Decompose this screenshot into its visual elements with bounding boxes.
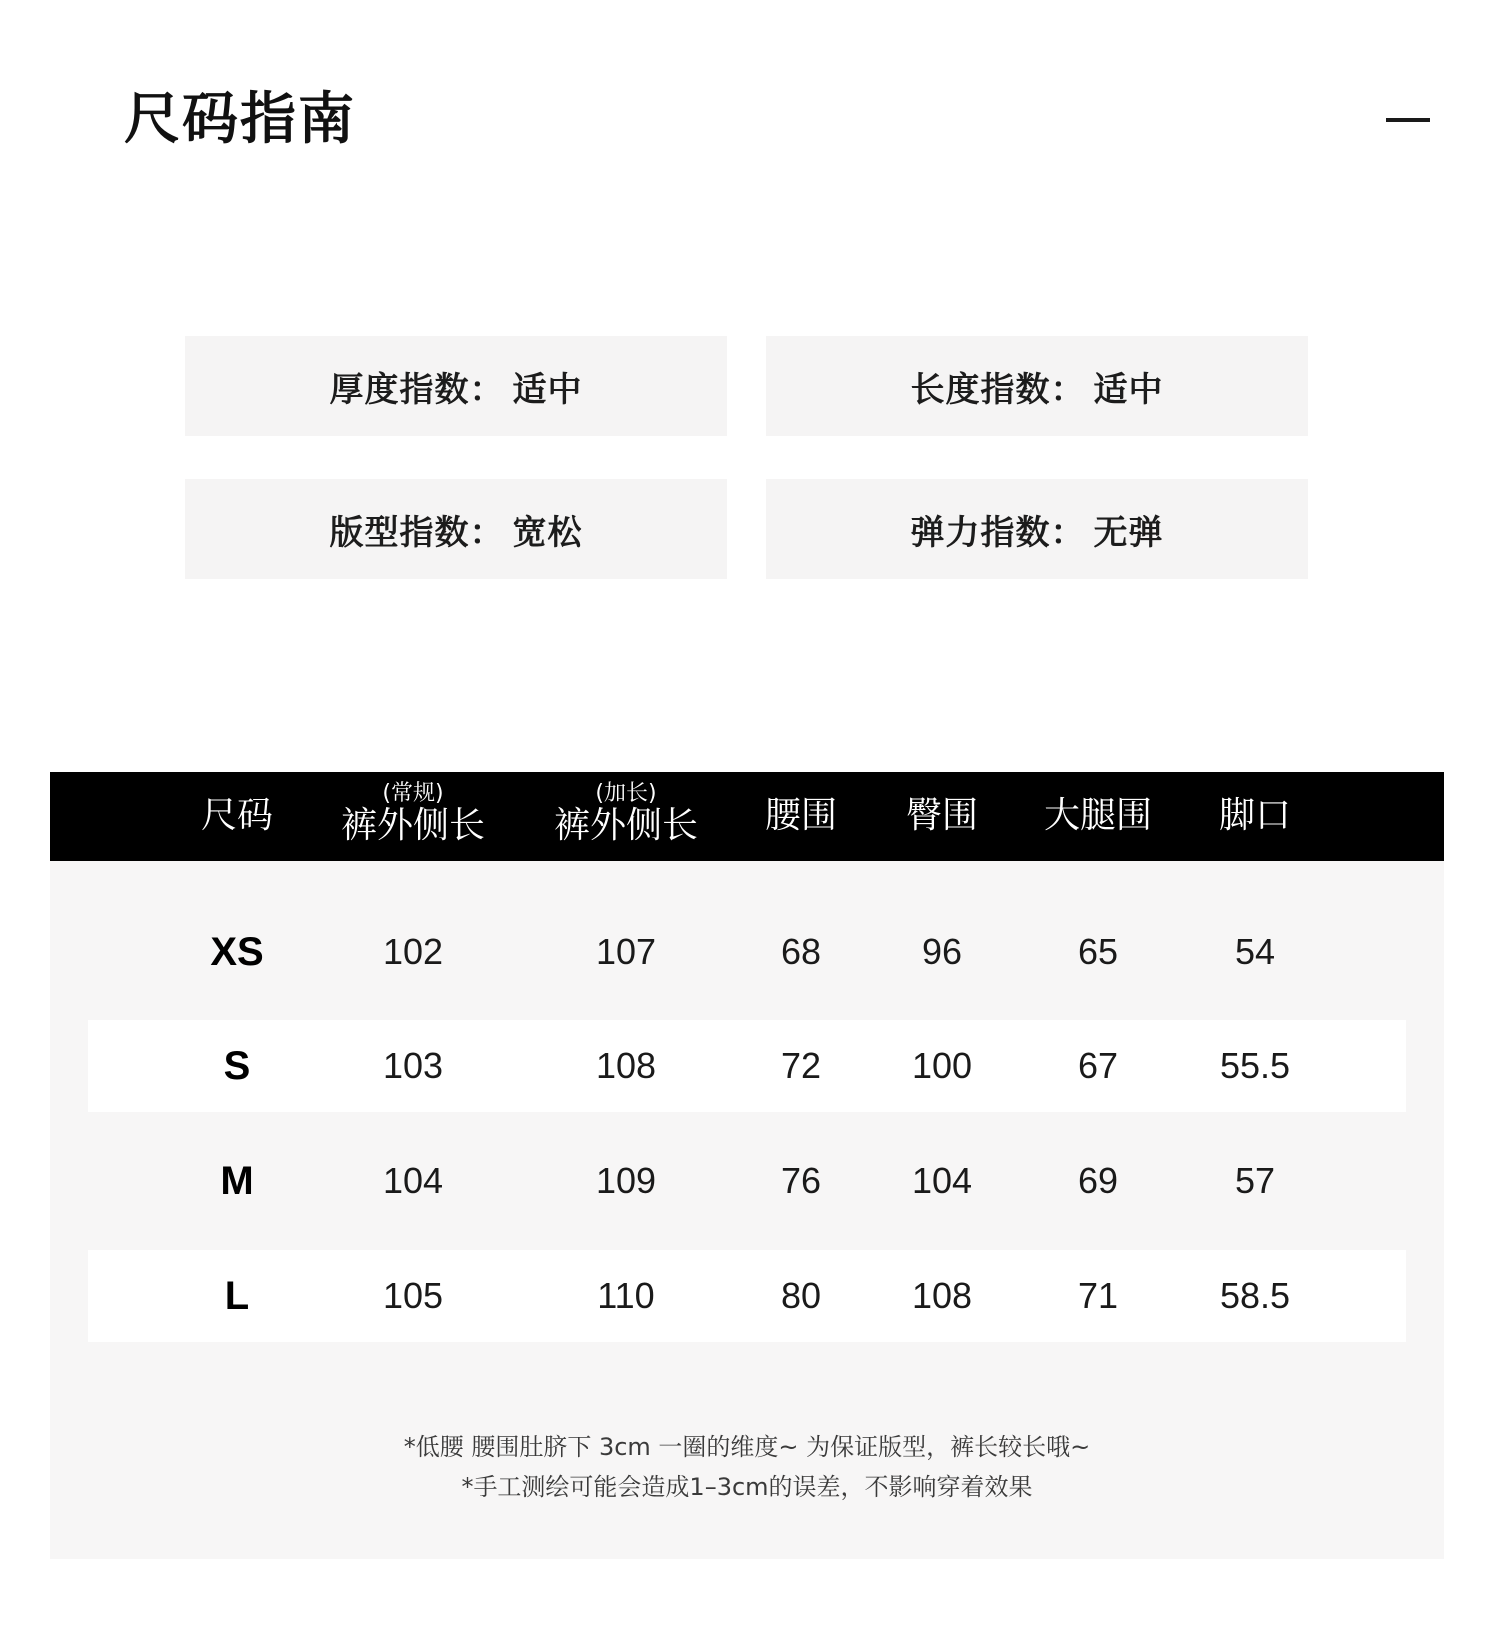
index-value: 宽松 [512, 512, 583, 553]
cell-size: XS [210, 930, 264, 974]
header-sublabel: (常规) [382, 781, 444, 806]
cell-hem: 58.5 [1219, 1275, 1291, 1316]
index-value: 适中 [1093, 369, 1164, 410]
table-row [88, 1020, 1406, 1112]
cell-outseam-regular: 105 [382, 1275, 444, 1316]
index-colon: ： [1050, 369, 1086, 410]
cell-hem: 57 [1234, 1160, 1276, 1201]
header-outseam-regular [313, 772, 513, 861]
index-colon: ： [469, 369, 505, 410]
cell-hip: 100 [911, 1045, 973, 1086]
cell-hip: 104 [911, 1160, 973, 1201]
index-colon: ： [1050, 512, 1086, 553]
table-row [88, 906, 1406, 998]
size-table [50, 772, 1444, 1559]
collapse-icon[interactable] [1386, 118, 1430, 122]
cell-outseam-long: 107 [595, 931, 657, 972]
header-label: 腰围 [764, 795, 837, 836]
cell-thigh: 69 [1077, 1160, 1119, 1201]
cell-size: M [220, 1159, 254, 1203]
cell-hem: 54 [1234, 931, 1276, 972]
header-size [137, 772, 337, 861]
cell-hip: 108 [911, 1275, 973, 1316]
header-outseam-long [526, 772, 726, 861]
cell-thigh: 67 [1077, 1045, 1119, 1086]
table-header [50, 772, 1444, 861]
header-label: 裤外侧长 [553, 805, 698, 846]
header-label: 臀围 [905, 795, 978, 836]
index-card-length [766, 336, 1308, 436]
table-row [88, 1135, 1406, 1227]
cell-outseam-regular: 104 [382, 1160, 444, 1201]
index-value: 适中 [512, 369, 583, 410]
index-card-fit [185, 479, 727, 579]
cell-waist: 68 [780, 931, 822, 972]
cell-size: S [223, 1044, 251, 1088]
cell-waist: 80 [780, 1275, 822, 1316]
header-label: 大腿围 [1043, 795, 1152, 836]
cell-outseam-long: 109 [595, 1160, 657, 1201]
table-row [88, 1250, 1406, 1342]
cell-hem: 55.5 [1219, 1045, 1291, 1086]
header-hem [1155, 772, 1355, 861]
index-label: 弹力指数 [910, 512, 1051, 553]
index-card-elasticity [766, 479, 1308, 579]
page-title: 尺码指南 [124, 87, 356, 152]
cell-waist: 72 [780, 1045, 822, 1086]
cell-thigh: 65 [1077, 931, 1119, 972]
footnote: *手工测绘可能会造成1–3cm的误差，不影响穿着效果 [461, 1473, 1033, 1501]
index-value: 无弹 [1093, 512, 1164, 553]
header-label: 裤外侧长 [340, 805, 485, 846]
cell-waist: 76 [780, 1160, 822, 1201]
header-label: 尺码 [200, 795, 273, 836]
index-label: 长度指数 [910, 369, 1051, 410]
cell-outseam-regular: 103 [382, 1045, 444, 1086]
index-label: 版型指数 [329, 512, 470, 553]
cell-thigh: 71 [1077, 1275, 1119, 1316]
index-colon: ： [469, 512, 505, 553]
header-sublabel: (加长) [595, 781, 657, 806]
cell-outseam-regular: 102 [382, 931, 444, 972]
index-card-thickness [185, 336, 727, 436]
footnote: *低腰 腰围肚脐下 3cm 一圈的维度~ 为保证版型，裤长较长哦~ [403, 1433, 1091, 1461]
cell-outseam-long: 110 [597, 1275, 655, 1316]
cell-outseam-long: 108 [595, 1045, 657, 1086]
cell-size: L [224, 1274, 250, 1318]
index-label: 厚度指数 [329, 369, 470, 410]
header-label: 脚口 [1218, 795, 1291, 836]
cell-hip: 96 [921, 931, 963, 972]
